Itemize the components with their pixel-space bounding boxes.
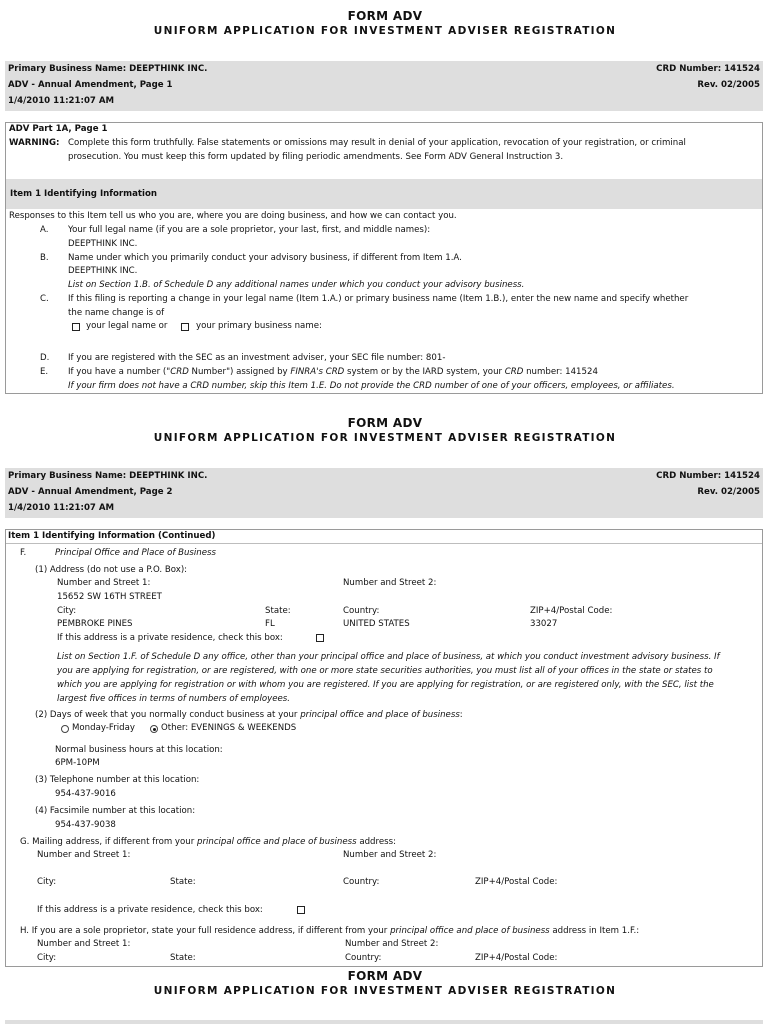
private-residence-checkbox[interactable]	[316, 634, 324, 642]
item-a-label: A.	[40, 225, 49, 235]
telephone-value: 954-437-9016	[55, 789, 116, 799]
mailing-zip-label: ZIP+4/Postal Code:	[475, 877, 558, 887]
amendment-page: ADV - Annual Amendment, Page 1	[8, 80, 173, 90]
page-header-band-3	[5, 1020, 763, 1024]
days-of-week-label: (2) Days of week that you normally conduct business at your principal office and place of business:	[35, 710, 463, 720]
item-b-label: B.	[40, 253, 49, 263]
residence-state-label: State:	[170, 953, 196, 963]
schedule-d-note-2: you are applying for registration, or are registered, with one or more state securities authorities, you must list all of your offices in the state or states to	[57, 666, 713, 676]
country-label: Country:	[343, 606, 380, 616]
schedule-d-note-3: which you are applying for registration or with whom you are registered. If you are applying for registration, or are registered only, with the SEC, list the	[57, 680, 714, 690]
business-name-value: DEEPTHINK INC.	[68, 266, 138, 276]
mailing-address-label: G. Mailing address, if different from your principal office and place of business address:	[20, 837, 396, 847]
zip-label: ZIP+4/Postal Code:	[530, 606, 613, 616]
timestamp-2: 1/4/2010 11:21:07 AM	[8, 503, 115, 513]
item-f-title: Principal Office and Place of Business	[55, 548, 216, 558]
form-title-page2: FORM ADV	[347, 416, 423, 430]
legal-name-value: DEEPTHINK INC.	[68, 239, 138, 249]
form-subtitle-page2: UNIFORM APPLICATION FOR INVESTMENT ADVISER REGISTRATION	[153, 432, 617, 444]
mailing-private-residence-label: If this address is a private residence, check this box:	[37, 905, 263, 915]
crd-number-text: If you have a number ("CRD Number") assigned by FINRA's CRD system or by the IARD system, your CRD number: 141524	[68, 367, 598, 377]
schedule-d-note-1: List on Section 1.F. of Schedule D any office, other than your principal office and place of business, at which you conduct investment advisory business. If	[57, 652, 720, 662]
item-title-continued: Item 1 Identifying Information (Continued)	[8, 531, 216, 541]
item-title: Item 1 Identifying Information	[10, 189, 157, 199]
mailing-state-label: State:	[170, 877, 196, 887]
business-hours-label: Normal business hours at this location:	[55, 745, 223, 755]
warning-text-2: prosecution. You must keep this form updated by filing periodic amendments. See Form ADV General Instruction 3.	[68, 152, 564, 162]
residence-street2-label: Number and Street 2:	[345, 939, 439, 949]
legal-name-change-checkbox[interactable]	[72, 323, 80, 331]
amendment-page-2: ADV - Annual Amendment, Page 2	[8, 487, 173, 497]
form-title: FORM ADV	[347, 9, 423, 23]
state-label: State:	[265, 606, 291, 616]
item-b-text: Name under which you primarily conduct your advisory business, if different from Item 1.A.	[68, 253, 462, 263]
item-e-label: E.	[40, 367, 49, 377]
other-days-radio[interactable]	[150, 725, 158, 733]
mailing-street1-label: Number and Street 1:	[37, 850, 131, 860]
residence-street1-label: Number and Street 1:	[37, 939, 131, 949]
schedule-d-note-4: largest five offices in terms of numbers of employees.	[57, 694, 290, 704]
item-c-text-1: If this filing is reporting a change in your legal name (Item 1.A.) or primary business name (Item 1.B.), enter the new name and specify whether	[68, 294, 689, 304]
revision: Rev. 02/2005	[697, 80, 760, 90]
item-f-label: F.	[20, 548, 27, 558]
timestamp: 1/4/2010 11:21:07 AM	[8, 96, 115, 106]
warning-text-1: Complete this form truthfully. False statements or omissions may result in denial of your application, revocation of your registration, or criminal	[68, 138, 686, 148]
form-title-page3: FORM ADV	[347, 969, 423, 983]
other-days-label: Other: EVENINGS & WEEKENDS	[161, 723, 297, 733]
mailing-country-label: Country:	[343, 877, 380, 887]
form-subtitle-page3: UNIFORM APPLICATION FOR INVESTMENT ADVISER REGISTRATION	[153, 985, 617, 997]
crd-number: CRD Number: 141524	[656, 64, 760, 74]
street1-value: 15652 SW 16TH STREET	[57, 592, 162, 602]
item-c-label: C.	[40, 294, 49, 304]
business-name-change-checkbox[interactable]	[181, 323, 189, 331]
item-b-note: List on Section 1.B. of Schedule D any additional names under which you conduct your advisory business.	[68, 280, 525, 290]
part-label: ADV Part 1A, Page 1	[9, 124, 108, 134]
monday-friday-radio[interactable]	[61, 725, 69, 733]
address-label: (1) Address (do not use a P.O. Box):	[35, 565, 188, 575]
business-hours-value: 6PM-10PM	[55, 758, 100, 768]
primary-business-name: Primary Business Name: DEEPTHINK INC.	[8, 64, 208, 74]
crd-number-2: CRD Number: 141524	[656, 471, 760, 481]
private-residence-label: If this address is a private residence, check this box:	[57, 633, 283, 643]
telephone-label: (3) Telephone number at this location:	[35, 775, 200, 785]
facsimile-label: (4) Facsimile number at this location:	[35, 806, 196, 816]
residence-country-label: Country:	[345, 953, 382, 963]
residence-zip-label: ZIP+4/Postal Code:	[475, 953, 558, 963]
residence-address-label: H. If you are a sole proprietor, state your full residence address, if different from your principal office and place of business address in Item 1.F.:	[20, 926, 640, 936]
item-intro: Responses to this Item tell us who you are, where you are doing business, and how we can contact you.	[9, 211, 457, 221]
warning-label: WARNING:	[9, 138, 60, 148]
city-label: City:	[57, 606, 77, 616]
zip-value: 33027	[530, 619, 558, 629]
mailing-street2-label: Number and Street 2:	[343, 850, 437, 860]
item-e-note: If your firm does not have a CRD number, skip this Item 1.E. Do not provide the CRD number of one of your officers, employees, or affiliates.	[68, 381, 675, 391]
form-subtitle: UNIFORM APPLICATION FOR INVESTMENT ADVISER REGISTRATION	[153, 25, 617, 37]
city-value: PEMBROKE PINES	[57, 619, 133, 629]
mailing-city-label: City:	[37, 877, 57, 887]
mailing-private-residence-checkbox[interactable]	[297, 906, 305, 914]
item-a-text: Your full legal name (if you are a sole proprietor, your last, first, and middle names):	[68, 225, 431, 235]
sec-file-number: If you are registered with the SEC as an investment adviser, your SEC file number: 801-	[68, 353, 446, 363]
street2-label: Number and Street 2:	[343, 578, 437, 588]
primary-business-name-2: Primary Business Name: DEEPTHINK INC.	[8, 471, 208, 481]
monday-friday-label: Monday-Friday	[72, 723, 135, 733]
legal-name-change-label: your legal name or	[86, 321, 168, 331]
business-name-change-label: your primary business name:	[196, 321, 322, 331]
divider	[6, 543, 762, 544]
state-value: FL	[265, 619, 275, 629]
item-d-label: D.	[40, 353, 50, 363]
revision-2: Rev. 02/2005	[697, 487, 760, 497]
item-c-text-2: the name change is of	[68, 308, 165, 318]
facsimile-value: 954-437-9038	[55, 820, 116, 830]
country-value: UNITED STATES	[343, 619, 410, 629]
residence-city-label: City:	[37, 953, 57, 963]
street1-label: Number and Street 1:	[57, 578, 151, 588]
